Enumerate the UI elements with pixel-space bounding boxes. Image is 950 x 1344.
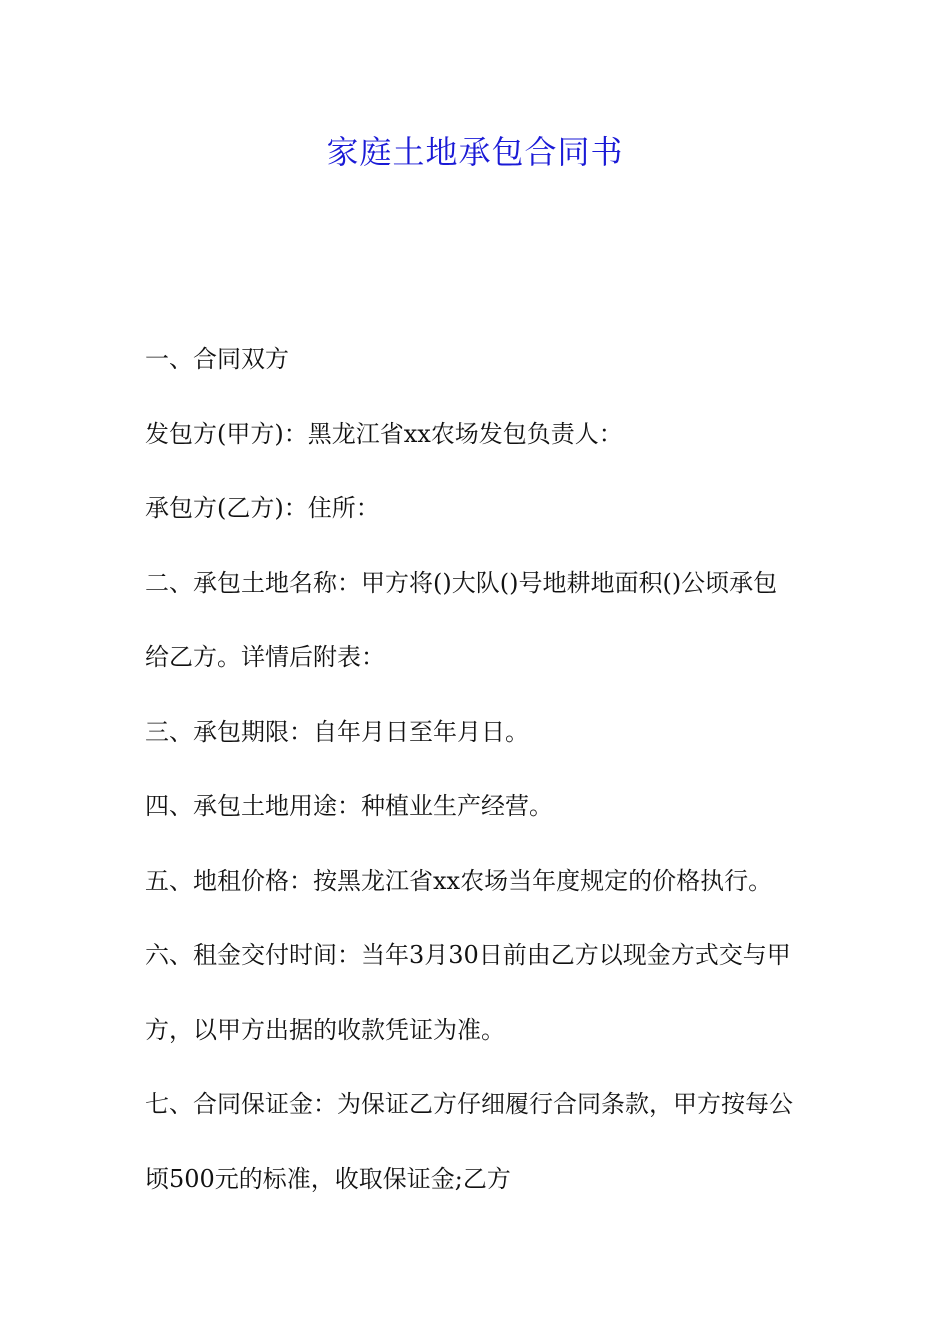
section-2-continuation: 给乙方。详情后附表：	[145, 643, 385, 671]
section-5-line: 五、地租价格：按黑龙江省xx农场当年度规定的价格执行。	[145, 866, 773, 895]
document-title: 家庭土地承包合同书	[326, 133, 624, 171]
section-4-line: 四、承包土地用途：种植业生产经营。	[145, 792, 553, 820]
section-7-line: 七、合同保证金：为保证乙方仔细履行合同条款，甲方按每公	[145, 1090, 793, 1118]
section-7-continuation: 顷500元的标准，收取保证金;乙方	[145, 1164, 511, 1193]
section-3-line: 三、承包期限：自年月日至年月日。	[145, 717, 529, 746]
section-1-heading: 一、合同双方	[145, 345, 289, 373]
section-2-line: 二、承包土地名称：甲方将()大队()号地耕地面积()公顷承包	[145, 568, 778, 597]
document-body	[145, 337, 810, 1231]
section-6-line: 六、租金交付时间：当年3月30日前由乙方以现金方式交与甲	[145, 941, 791, 969]
section-6-continuation: 方，以甲方出据的收款凭证为准。	[145, 1015, 505, 1044]
party-b-line: 承包方(乙方)：住所：	[145, 494, 380, 522]
party-a-line: 发包方(甲方)：黑龙江省xx农场发包负责人：	[145, 419, 623, 448]
